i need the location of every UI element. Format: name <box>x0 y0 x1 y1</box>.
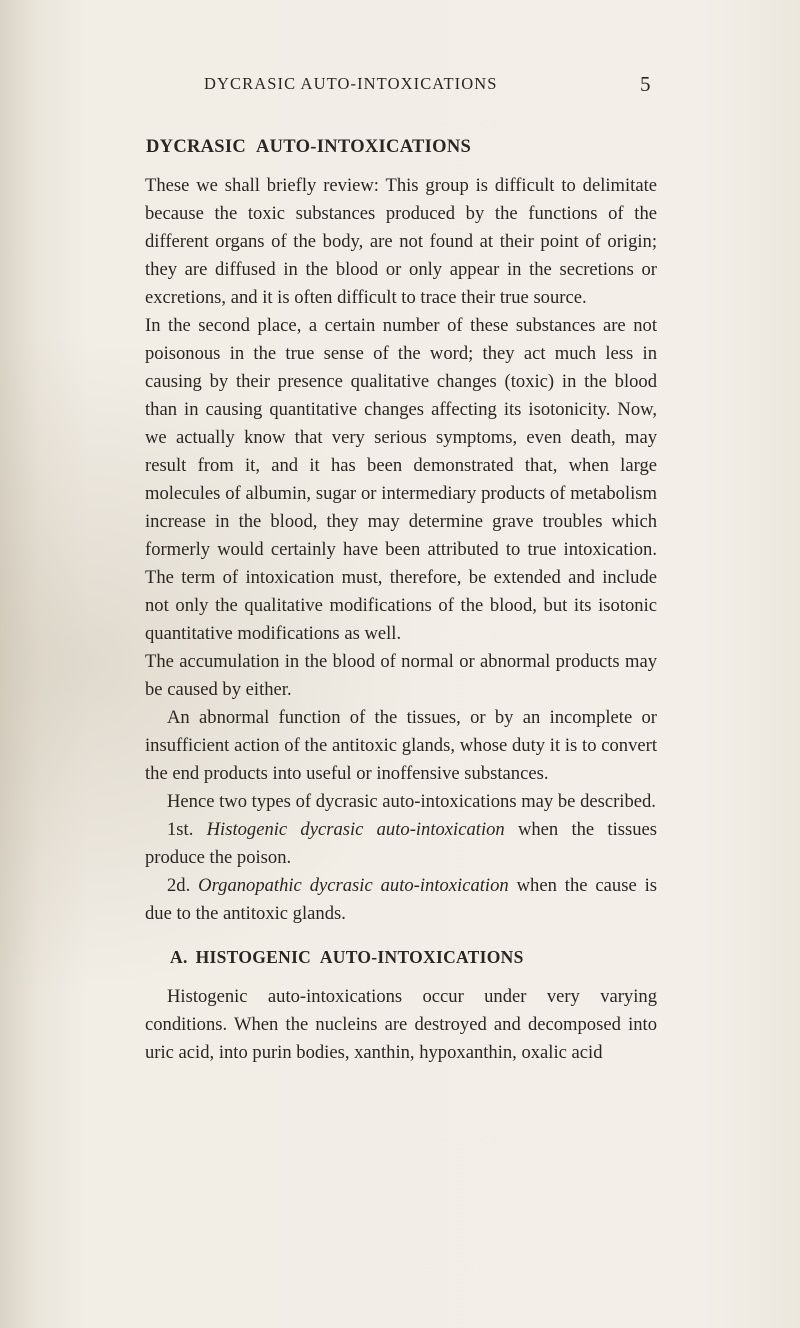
paragraph: In the second place, a certain number of these substances are not poisonous in the true sense of the word; they act much less in causing by their presence qualitative changes (toxic) in the blood than in causing quantitative changes affecting its isotonicity. Now, we actually know that very serious symptoms, even death, may result from it, and it has been demonstrated that, when large molecules of albumin, sugar or intermediary products of metabolism increase in the blood, they may determine grave troubles which formerly would certainly have been attributed to true intoxication. The term of intoxication must, therefore, be extended and include not only the qualitative modifications of the blood, but its isotonic quantitative modifications as well. <box>145 315 657 644</box>
paragraph: An abnormal function of the tissues, or by an incomplete or insufficient action of the antitoxic glands, whose duty it is to convert the end products into useful or inoffensive substances. <box>145 707 657 784</box>
list-number: 1st. <box>167 819 194 840</box>
page-number: 5 <box>640 72 651 96</box>
section-title: HISTOGENIC AUTO-INTOXICATIONS <box>195 947 524 967</box>
list-number: 2d. <box>167 875 191 896</box>
paragraph: The accumulation in the blood of normal or abnormal products may be caused by either. <box>145 651 657 700</box>
chapter-title: DYCRASIC AUTO-INTOXICATIONS <box>146 137 472 157</box>
list-item <box>145 872 657 928</box>
list-text: when the cause is due to the antitoxic glands. <box>145 875 658 924</box>
list-item <box>145 816 657 872</box>
page-header <box>0 74 800 100</box>
running-head: DYCRASIC AUTO-INTOXICATIONS <box>204 74 498 93</box>
paragraph: Hence two types of dycrasic auto-intoxications may be described. <box>167 791 656 812</box>
section-letter: A. <box>170 947 188 967</box>
list-term: Histogenic dycrasic auto-intoxication <box>206 819 505 840</box>
body-text <box>145 172 657 1067</box>
list-term: Organopathic dycrasic auto-intoxication <box>198 875 509 896</box>
list-text: when the tissues produce the poison. <box>145 819 657 868</box>
paragraph: Histogenic auto-intoxications occur under very varying conditions. When the nucleins are destroyed and decomposed into uric acid, into purin bodies, xanthin, hypoxanthin, oxalic acid <box>145 986 657 1063</box>
paragraph: These we shall briefly review: This group is difficult to delimitate because the toxic substances produced by the functions of the different organs of the body, are not found at their point of origin; they are diffused in the blood or only appear in the secretions or excretions, and it is often difficult to trace their true source. <box>145 175 657 308</box>
section-heading <box>145 943 657 971</box>
